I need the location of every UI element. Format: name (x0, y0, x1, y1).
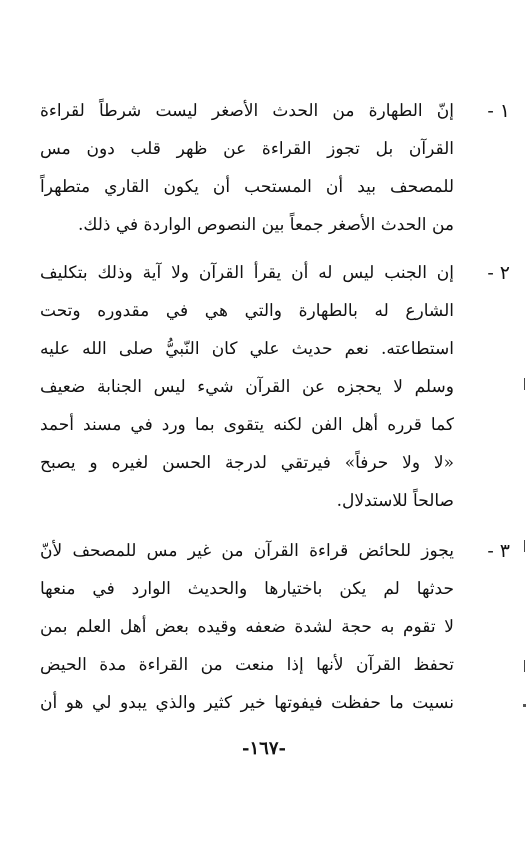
text-line: لا تقوم به حجة لشدة ضعفه وقيده بعض أهل العلم بمن (40, 617, 454, 637)
text-line: يجوز للحائض قراءة القرآن من غير مس للمصحف لأنّ (40, 541, 454, 561)
text-line: للمصحف بيد أن المستحب أن يكون القاري متطهراً (40, 177, 454, 197)
text-line: إن الجنب ليس له أن يقرأ القرآن ولا آية وذلك بتكليف (40, 263, 454, 283)
text-line: من الحدث الأصغر جمعاً بين النصوص الواردة في ذلك. (77, 215, 454, 235)
paragraph-number: ١ - (487, 100, 510, 122)
margin-mark (524, 660, 525, 672)
text-line: تحفظ القرآن لأنها إذا منعت من القراءة مدة الحيض (40, 655, 454, 675)
text-line: «لا ولا حرفاً» فيرتقي لدرجة الحسن لغيره و يصبح (40, 453, 454, 473)
text-line: القرآن بل تجوز القراءة عن ظهر قلب دون مس (40, 139, 454, 159)
text-line: حدثها لم يكن باختيارها والحديث الوارد في منعها (40, 579, 454, 599)
text-line: استطاعته. نعم حديث علي كان النّبيُّ صلى الله عليه (40, 339, 454, 359)
text-line: نسيت ما حفظت فيفوتها خير كثير والذي يبدو لي هو أن (40, 693, 454, 713)
paragraph-2 (40, 254, 510, 520)
text-line: الشارع له بالطهارة والتي هي في مقدوره وتحت (40, 301, 454, 321)
page-number: -١٦٧- (242, 738, 286, 759)
margin-mark (524, 378, 525, 390)
paragraph-1 (40, 92, 510, 244)
text-line: صالحاً للاستدلال. (336, 491, 454, 511)
margin-dot (523, 704, 526, 707)
paragraph-number: ٢ - (487, 262, 510, 284)
margin-mark (524, 540, 525, 552)
text-line: وسلم لا يحجزه عن القرآن شيء ليس الجنابة ضعيف (40, 377, 454, 397)
text-line: إنّ الطهارة من الحدث الأصغر ليست شرطاً لقراءة (40, 101, 454, 121)
paragraph-number: ٣ - (487, 540, 510, 562)
paragraph-3 (40, 532, 510, 722)
text-line: كما قرره أهل الفن لكنه يتقوى بما ورد في مسند أحمد (40, 415, 454, 435)
